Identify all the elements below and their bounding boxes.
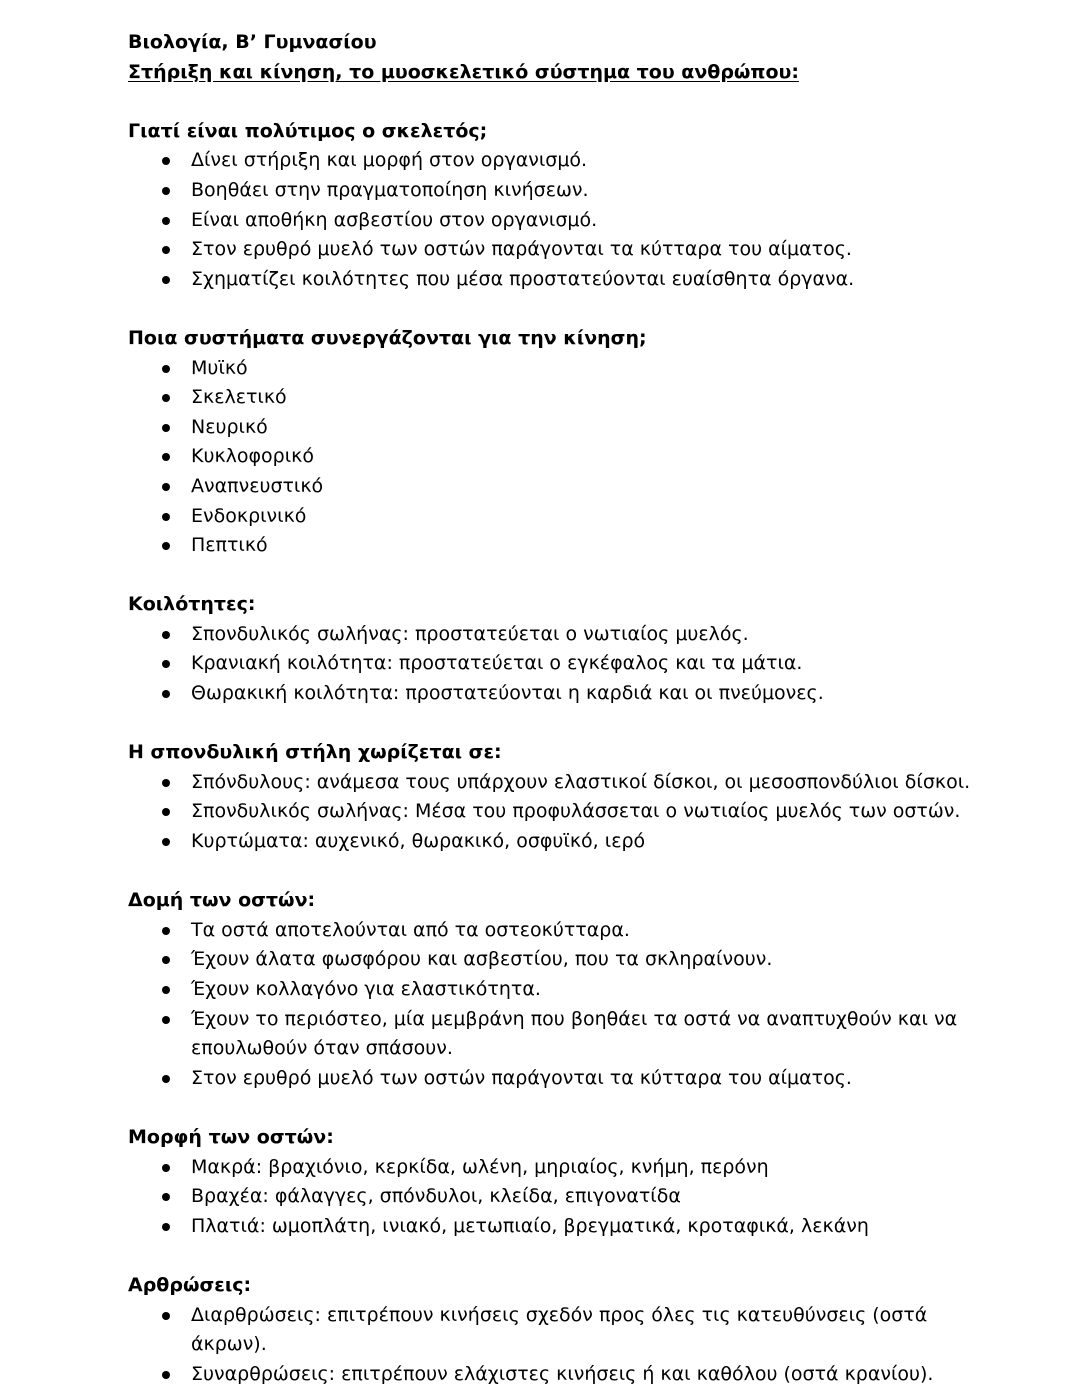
list-item: Κυκλοφορικό (128, 442, 1028, 472)
section-spine (128, 738, 1028, 886)
bullet-list (128, 354, 1028, 561)
bullet-icon (162, 838, 170, 846)
spacer (128, 1093, 1028, 1123)
bullet-icon (162, 1075, 170, 1083)
bullet-icon (162, 276, 170, 284)
bullet-icon (162, 690, 170, 698)
bullet-icon (162, 246, 170, 254)
bullet-icon (162, 394, 170, 402)
list-item: Πλατιά: ωμοπλάτη, ινιακό, μετωπιαίο, βρεγματικά, κροταφικά, λεκάνη (128, 1212, 1028, 1242)
section-title: Αρθρώσεις: (128, 1273, 252, 1296)
section-joints (128, 1271, 1028, 1389)
list-item: Σπονδυλικός σωλήνας: Μέσα του προφυλάσσεται ο νωτιαίος μυελός των οστών. (128, 797, 1028, 827)
list-item: Βραχέα: φάλαγγες, σπόνδυλοι, κλείδα, επιγονατίδα (128, 1182, 1028, 1212)
spacer (128, 294, 1028, 324)
bullet-icon (162, 1371, 170, 1379)
section-title: Κοιλότητες: (128, 593, 256, 616)
list-item: Κυρτώματα: αυχενικό, θωρακικό, οσφυϊκό, ιερό (128, 827, 1028, 857)
list-item: Ενδοκρινικό (128, 502, 1028, 532)
section-title: Γιατί είναι πολύτιμος ο σκελετός; (128, 119, 488, 142)
bullet-icon (162, 1223, 170, 1231)
bullet-icon (162, 779, 170, 787)
bullet-list (128, 146, 1028, 294)
section-cooperating-systems (128, 324, 1028, 590)
bullet-icon (162, 542, 170, 550)
list-item: Δίνει στήριξη και μορφή στον οργανισμό. (128, 146, 1028, 176)
bullet-icon (162, 424, 170, 432)
document-page (128, 28, 1028, 1389)
list-item: Στον ερυθρό μυελό των οστών παράγονται τα κύτταρα του αίματος. (128, 235, 1028, 265)
list-item: Κρανιακή κοιλότητα: προστατεύεται ο εγκέφαλος και τα μάτια. (128, 649, 1028, 679)
bullet-icon (162, 187, 170, 195)
list-item: Μυϊκό (128, 354, 1028, 384)
spacer (128, 561, 1028, 591)
section-title: Η σπονδυλική στήλη χωρίζεται σε: (128, 741, 502, 764)
spacer (128, 1241, 1028, 1271)
bullet-icon (162, 1016, 170, 1024)
bullet-icon (162, 217, 170, 225)
bullet-list (128, 620, 1028, 709)
spacer (128, 709, 1028, 739)
section-bone-structure (128, 886, 1028, 1123)
bullet-icon (162, 631, 170, 639)
topic-heading: Στήριξη και κίνηση, το μυοσκελετικό σύστημα του ανθρώπου: (128, 60, 799, 83)
list-item: Αναπνευστικό (128, 472, 1028, 502)
list-item: Σκελετικό (128, 383, 1028, 413)
bullet-icon (162, 483, 170, 491)
bullet-list (128, 916, 1028, 1094)
bullet-icon (162, 1193, 170, 1201)
section-title: Δομή των οστών: (128, 889, 316, 912)
list-item: Σχηματίζει κοιλότητες που μέσα προστατεύονται ευαίσθητα όργανα. (128, 265, 1028, 295)
bullet-icon (162, 1164, 170, 1172)
section-bone-shapes (128, 1123, 1028, 1271)
list-item: Μακρά: βραχιόνιο, κερκίδα, ωλένη, μηριαίος, κνήμη, περόνη (128, 1153, 1028, 1183)
list-item: Θωρακική κοιλότητα: προστατεύονται η καρδιά και οι πνεύμονες. (128, 679, 1028, 709)
list-item: Πεπτικό (128, 531, 1028, 561)
list-item: Σπονδυλικός σωλήνας: προστατεύεται ο νωτιαίος μυελός. (128, 620, 1028, 650)
bullet-list (128, 1301, 1028, 1390)
list-item: Είναι αποθήκη ασβεστίου στον οργανισμό. (128, 206, 1028, 236)
bullet-icon (162, 927, 170, 935)
list-item: Διαρθρώσεις: επιτρέπουν κινήσεις σχεδόν προς όλες τις κατευθύνσεις (οστά άκρων). (128, 1301, 1028, 1360)
bullet-icon (162, 808, 170, 816)
list-item: Έχουν άλατα φωσφόρου και ασβεστίου, που τα σκληραίνουν. (128, 945, 1028, 975)
bullet-icon (162, 453, 170, 461)
bullet-list (128, 1153, 1028, 1242)
bullet-icon (162, 660, 170, 668)
list-item: Τα οστά αποτελούνται από τα οστεοκύτταρα. (128, 916, 1028, 946)
section-title: Μορφή των οστών: (128, 1125, 334, 1148)
list-item: Έχουν κολλαγόνο για ελαστικότητα. (128, 975, 1028, 1005)
list-item: Έχουν το περιόστεο, μία μεμβράνη που βοηθάει τα οστά να αναπτυχθούν και να επουλωθούν όταν σπάσουν. (128, 1005, 1028, 1064)
sections-container (128, 117, 1028, 1390)
bullet-icon (162, 1312, 170, 1320)
section-skeleton-value (128, 117, 1028, 324)
spacer (128, 857, 1028, 887)
section-cavities (128, 590, 1028, 738)
bullet-list (128, 768, 1028, 857)
section-title: Ποια συστήματα συνεργάζονται για την κίνηση; (128, 326, 647, 349)
bullet-icon (162, 956, 170, 964)
bullet-icon (162, 365, 170, 373)
list-item: Βοηθάει στην πραγματοποίηση κινήσεων. (128, 176, 1028, 206)
list-item: Συναρθρώσεις: επιτρέπουν ελάχιστες κινήσεις ή και καθόλου (οστά κρανίου). (128, 1360, 1028, 1390)
bullet-icon (162, 986, 170, 994)
list-item: Σπόνδυλους: ανάμεσα τους υπάρχουν ελαστικοί δίσκοι, οι μεσοσπονδύλιοι δίσκοι. (128, 768, 1028, 798)
subject-heading: Βιολογία, Β’ Γυμνασίου (128, 31, 377, 53)
list-item: Στον ερυθρό μυελό των οστών παράγονται τα κύτταρα του αίματος. (128, 1064, 1028, 1094)
spacer (128, 87, 1028, 117)
bullet-icon (162, 513, 170, 521)
list-item: Νευρικό (128, 413, 1028, 443)
bullet-icon (162, 157, 170, 165)
